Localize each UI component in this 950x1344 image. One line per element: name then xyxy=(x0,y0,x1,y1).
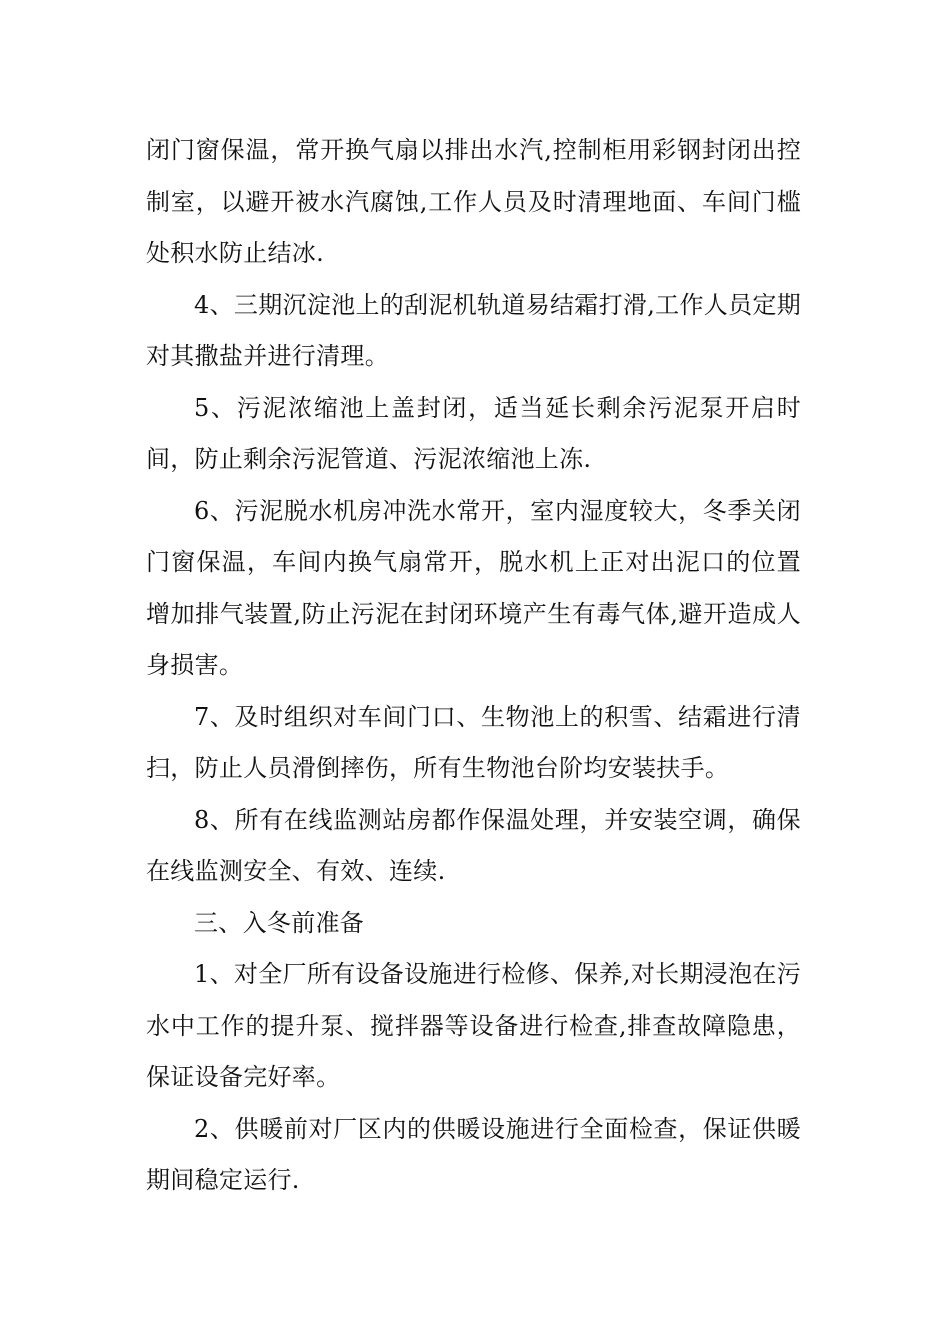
paragraph-item-4: 4、三期沉淀池上的刮泥机轨道易结霜打滑,工作人员定期对其撒盐并进行清理。 xyxy=(146,290,801,370)
paragraph-prep-2: 2、供暖前对厂区内的供暖设施进行全面检查，保证供暖期间稳定运行. xyxy=(146,1114,801,1194)
paragraph-prep-1: 1、对全厂所有设备设施进行检修、保养,对长期浸泡在污水中工作的提升泵、搅拌器等设备进行检查,排查故障隐患，保证设备完好率。 xyxy=(146,960,801,1091)
paragraph-item-8: 8、所有在线监测站房都作保温处理，并安装空调，确保在线监测安全、有效、连续. xyxy=(146,805,801,885)
paragraph-item-5: 5、污泥浓缩池上盖封闭，适当延长剩余污泥泵开启时间，防止剩余污泥管道、污泥浓缩池上冻. xyxy=(146,393,801,473)
paragraph-item-7: 7、及时组织对车间门口、生物池上的积雪、结霜进行清扫，防止人员滑倒摔伤，所有生物池台阶均安装扶手。 xyxy=(146,702,801,782)
document-body xyxy=(146,125,801,1207)
paragraph-item-6: 6、污泥脱水机房冲洗水常开，室内湿度较大，冬季关闭门窗保温，车间内换气扇常开，脱水机上正对出泥口的位置增加排气装置,防止污泥在封闭环境产生有毒气体,避开造成人身损害。 xyxy=(146,496,801,679)
paragraph-continuation: 闭门窗保温，常开换气扇以排出水汽,控制柜用彩钢封闭出控制室，以避开被水汽腐蚀,工作人员及时清理地面、车间门槛处积水防止结冰. xyxy=(146,136,801,267)
section-heading: 三、入冬前准备 xyxy=(194,908,365,937)
